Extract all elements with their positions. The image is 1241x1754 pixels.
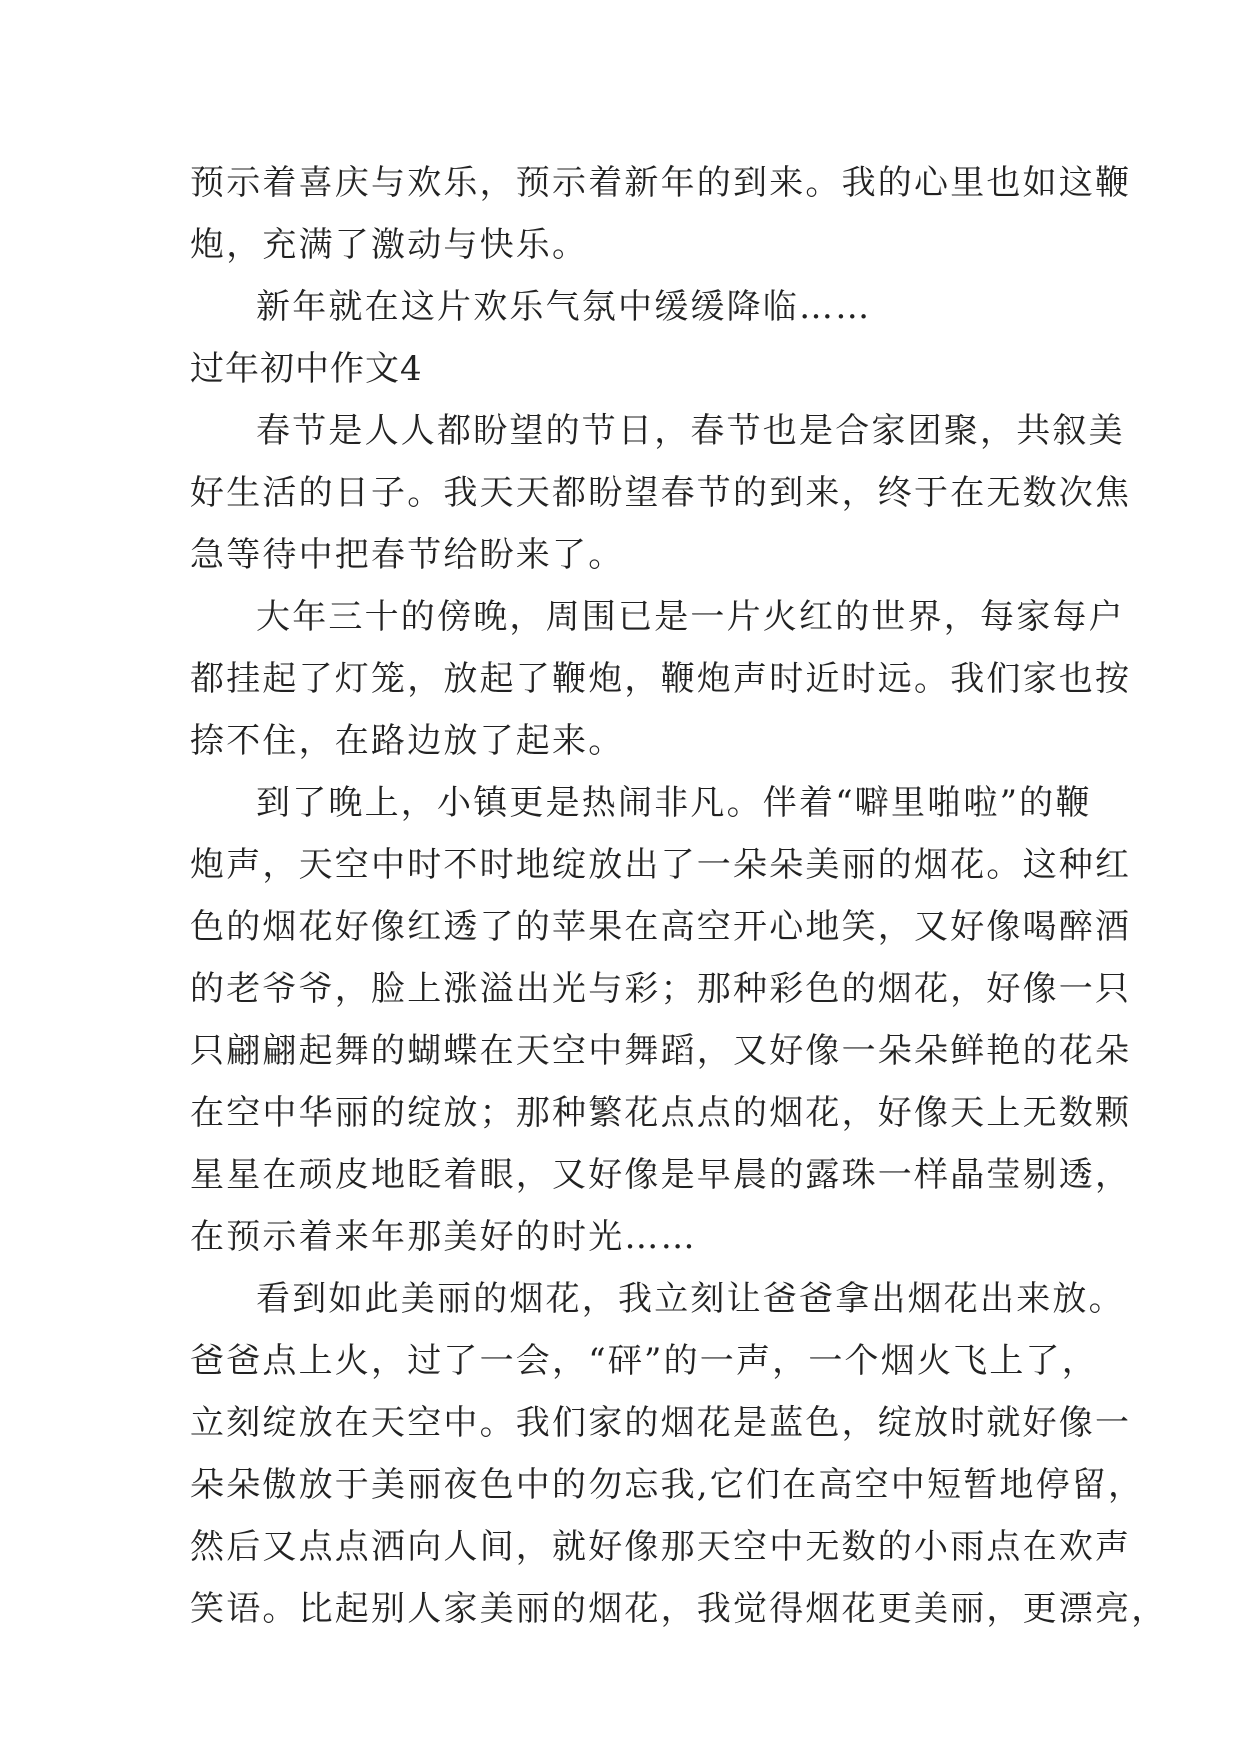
paragraph-start-line: 大年三十的傍晚，周围已是一片火红的世界，每家每户 xyxy=(256,597,1125,637)
text-line: 预示着喜庆与欢乐，预示着新年的到来。我的心里也如这鞭 xyxy=(190,163,1132,203)
text-line: 急等待中把春节给盼来了。 xyxy=(190,535,625,575)
paragraph-start-line: 看到如此美丽的烟花，我立刻让爸爸拿出烟花出来放。 xyxy=(256,1279,1125,1319)
text-line: 捺不住，在路边放了起来。 xyxy=(190,721,625,761)
paragraph-start-line: 到了晚上，小镇更是热闹非凡。伴着“噼里啪啦”的鞭 xyxy=(256,783,1092,823)
section-heading: 过年初中作文4 xyxy=(190,349,423,389)
text-line: 炮，充满了激动与快乐。 xyxy=(190,225,589,265)
text-line: 都挂起了灯笼，放起了鞭炮，鞭炮声时近时远。我们家也按 xyxy=(190,659,1132,699)
document-body xyxy=(190,152,1168,1640)
paragraph-start-line: 春节是人人都盼望的节日，春节也是合家团聚，共叙美 xyxy=(256,411,1125,451)
text-line: 只翩翩起舞的蝴蝶在天空中舞蹈，又好像一朵朵鲜艳的花朵 xyxy=(190,1031,1132,1071)
text-line: 星星在顽皮地眨着眼，又好像是早晨的露珠一样晶莹剔透， xyxy=(190,1155,1132,1195)
text-line: 爸爸点上火，过了一会，“砰”的一声，一个烟火飞上了， xyxy=(190,1341,1098,1381)
text-line: 炮声，天空中时不时地绽放出了一朵朵美丽的烟花。这种红 xyxy=(190,845,1132,885)
text-line: 立刻绽放在天空中。我们家的烟花是蓝色，绽放时就好像一 xyxy=(190,1403,1132,1443)
text-line: 在空中华丽的绽放；那种繁花点点的烟花，好像天上无数颗 xyxy=(190,1093,1132,1133)
text-line: 好生活的日子。我天天都盼望春节的到来，终于在无数次焦 xyxy=(190,473,1132,513)
text-line: 在预示着来年那美好的时光…… xyxy=(190,1217,697,1257)
text-line: 笑语。比起别人家美丽的烟花，我觉得烟花更美丽，更漂亮， xyxy=(190,1589,1168,1629)
paragraph-start-line: 新年就在这片欢乐气氛中缓缓降临…… xyxy=(256,287,872,327)
text-line: 的老爷爷，脸上涨溢出光与彩；那种彩色的烟花，好像一只 xyxy=(190,969,1132,1009)
text-line: 然后又点点洒向人间，就好像那天空中无数的小雨点在欢声 xyxy=(190,1527,1132,1567)
text-line: 朵朵傲放于美丽夜色中的勿忘我,它们在高空中短暂地停留， xyxy=(190,1465,1145,1505)
text-line: 色的烟花好像红透了的苹果在高空开心地笑，又好像喝醉酒 xyxy=(190,907,1132,947)
